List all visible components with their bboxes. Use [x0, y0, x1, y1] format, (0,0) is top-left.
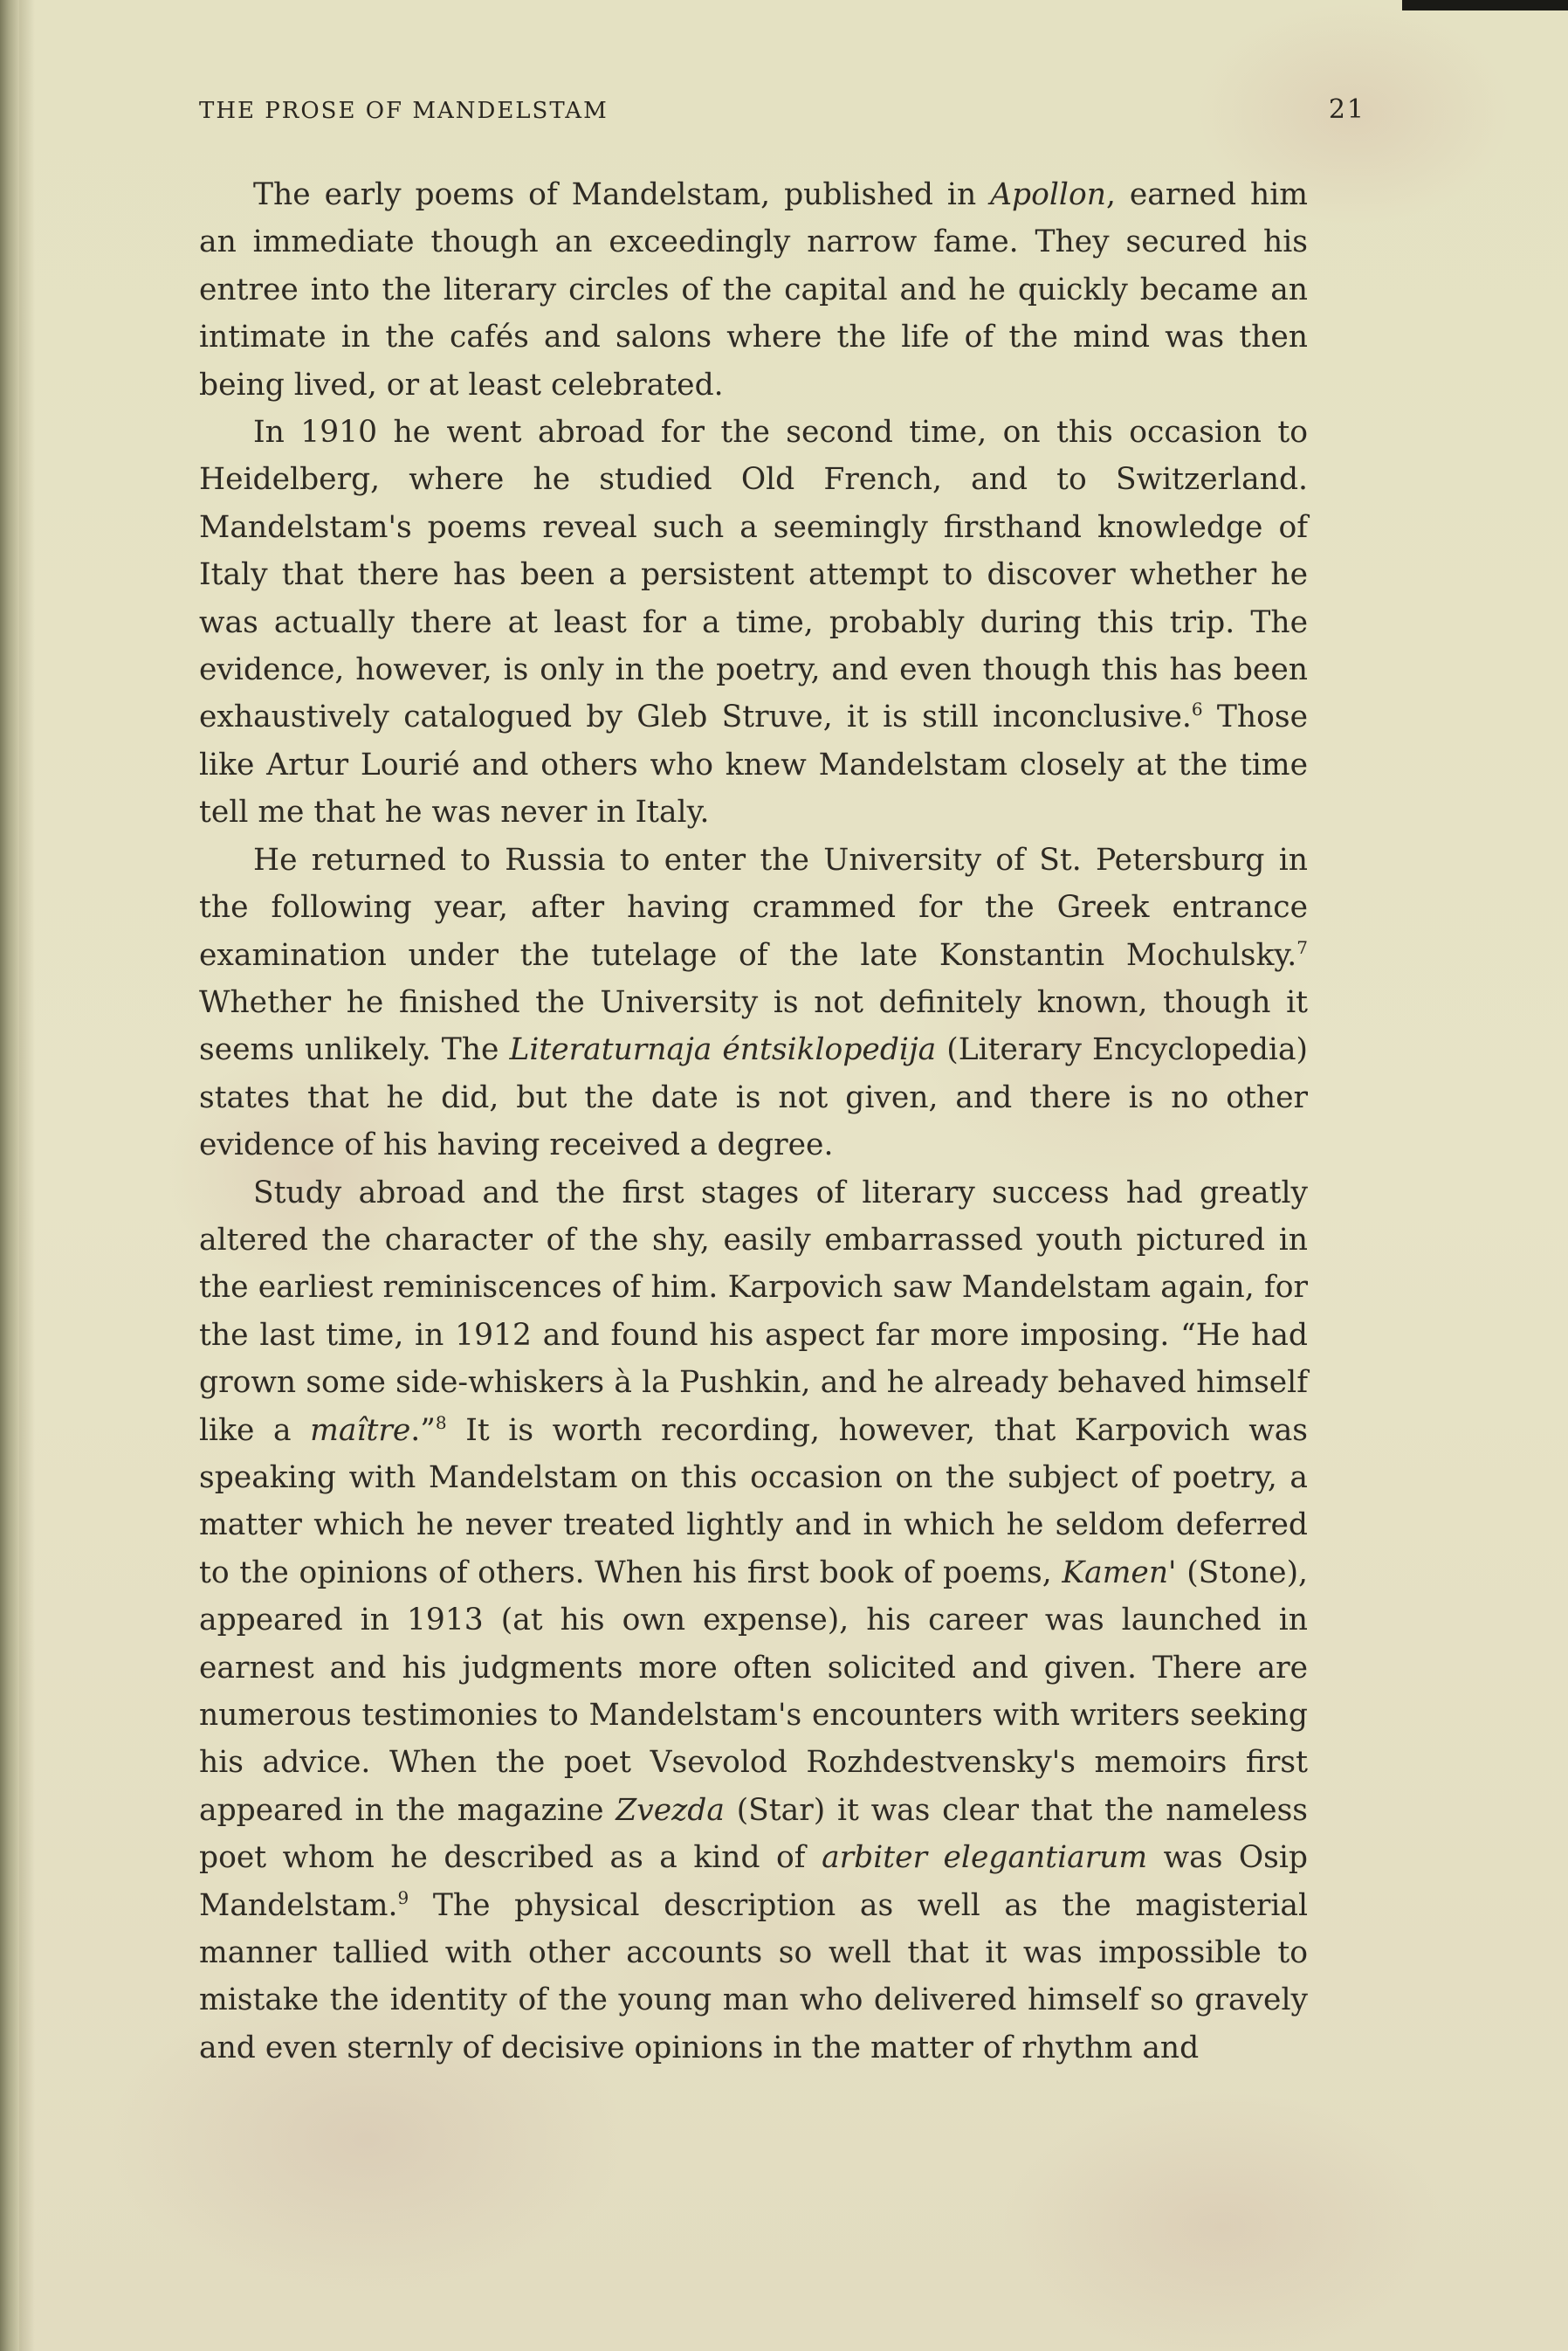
text-run: Study abroad and the first stages of literary success had greatly altered the character of the shy, easily embarrassed youth pictured in the earliest reminiscences of him. Karpovich saw Mandelstam again, for the last time, in 1912 and found his aspect far more imposing. “He had grown some side-whiskers à la Pushkin, and he already behaved himself like a — [199, 1175, 1308, 1448]
footnote-marker: 6 — [1191, 699, 1203, 720]
text-run: The physical description as well as the magisterial manner tallied with other accounts so well that it was impossible to mistake the identity of the young man who delivered himself so gravely and even sternly of decisive opinions in the matter of rhythm and — [199, 1887, 1308, 2065]
text-run: Those like Artur Lourié and others who knew Mandelstam closely at the time tell me that he was never in Italy. — [199, 700, 1308, 831]
italic-title: Apollon — [990, 177, 1106, 212]
italic-title: Zvezda — [616, 1792, 725, 1828]
body-text — [199, 171, 1308, 2072]
footnote-marker: 9 — [397, 1886, 409, 1908]
page-number: 21 — [1328, 94, 1365, 125]
paragraph — [199, 409, 1308, 837]
text-run: In 1910 he went abroad for the second time, on this occasion to Heidelberg, where he studied Old French, and to Switzerland. Mandelstam's poems reveal such a seemingly firsthand knowledge of Italy that there has been a persistent attempt to discover whether he was actually there at least for a time, probably during this trip. The evidence, however, is only in the poetry, and even though this has been exhaustively catalogued by Gleb Struve, it is still inconclusive. — [199, 415, 1308, 735]
text-run: was Osip Mandelstam. — [199, 1840, 1308, 1923]
text-run: .” — [410, 1412, 436, 1448]
gutter-shadow — [19, 0, 35, 2351]
text-run: The early poems of Mandelstam, published in — [253, 177, 991, 212]
italic-title: Kamen' — [1062, 1555, 1177, 1590]
book-binding-edge — [0, 0, 19, 2351]
text-run: (Literary Encyclopedia) states that he did, but the date is not given, and there is no other evidence of his having received a degree. — [199, 1032, 1308, 1163]
paragraph — [199, 837, 1308, 1169]
italic-title: arbiter elegantiarum — [822, 1840, 1148, 1876]
text-run: It is worth recording, however, that Karpovich was speaking with Mandelstam on this occasion on the subject of poetry, a matter which he never treated lightly and in which he seldom deferred to the opinions of others. When his first book of poems, — [199, 1412, 1308, 1590]
italic-title: maître — [310, 1412, 411, 1448]
scan-edge-bar — [1402, 0, 1568, 10]
paragraph — [199, 171, 1308, 409]
text-run: (Star) it was clear that the nameless poet whom he described as a kind of — [199, 1792, 1309, 1876]
page-header — [199, 94, 1365, 133]
italic-title: Literaturnaja éntsiklopedija — [509, 1032, 937, 1068]
text-run: (Stone), appeared in 1913 (at his own expense), his career was launched in earnest and his judgments more often solicited and given. There are numerous testimonies to Mandelstam's encounters with writers seeking his advice. When the poet Vsevolod Rozhdestvensky's memoirs first appeared in the magazine — [199, 1555, 1309, 1828]
running-head: THE PROSE OF MANDELSTAM — [199, 98, 609, 124]
footnote-marker: 8 — [435, 1411, 447, 1433]
paragraph — [199, 1169, 1308, 2072]
footnote-marker: 7 — [1296, 936, 1308, 958]
text-run: , earned him an immediate though an exceedingly narrow fame. They secured his entree into the literary circles of the capital and he quickly became an intimate in the cafés and salons where the life of the mind was then being lived, or at least celebrated. — [199, 177, 1308, 403]
text-run: He returned to Russia to enter the University of St. Petersburg in the following year, after having crammed for the Greek entrance examination under the tutelage of the late Konstantin Mochulsky. — [199, 842, 1308, 973]
text-run: Whether he finished the University is not definitely known, though it seems unlikely. The — [199, 984, 1308, 1068]
